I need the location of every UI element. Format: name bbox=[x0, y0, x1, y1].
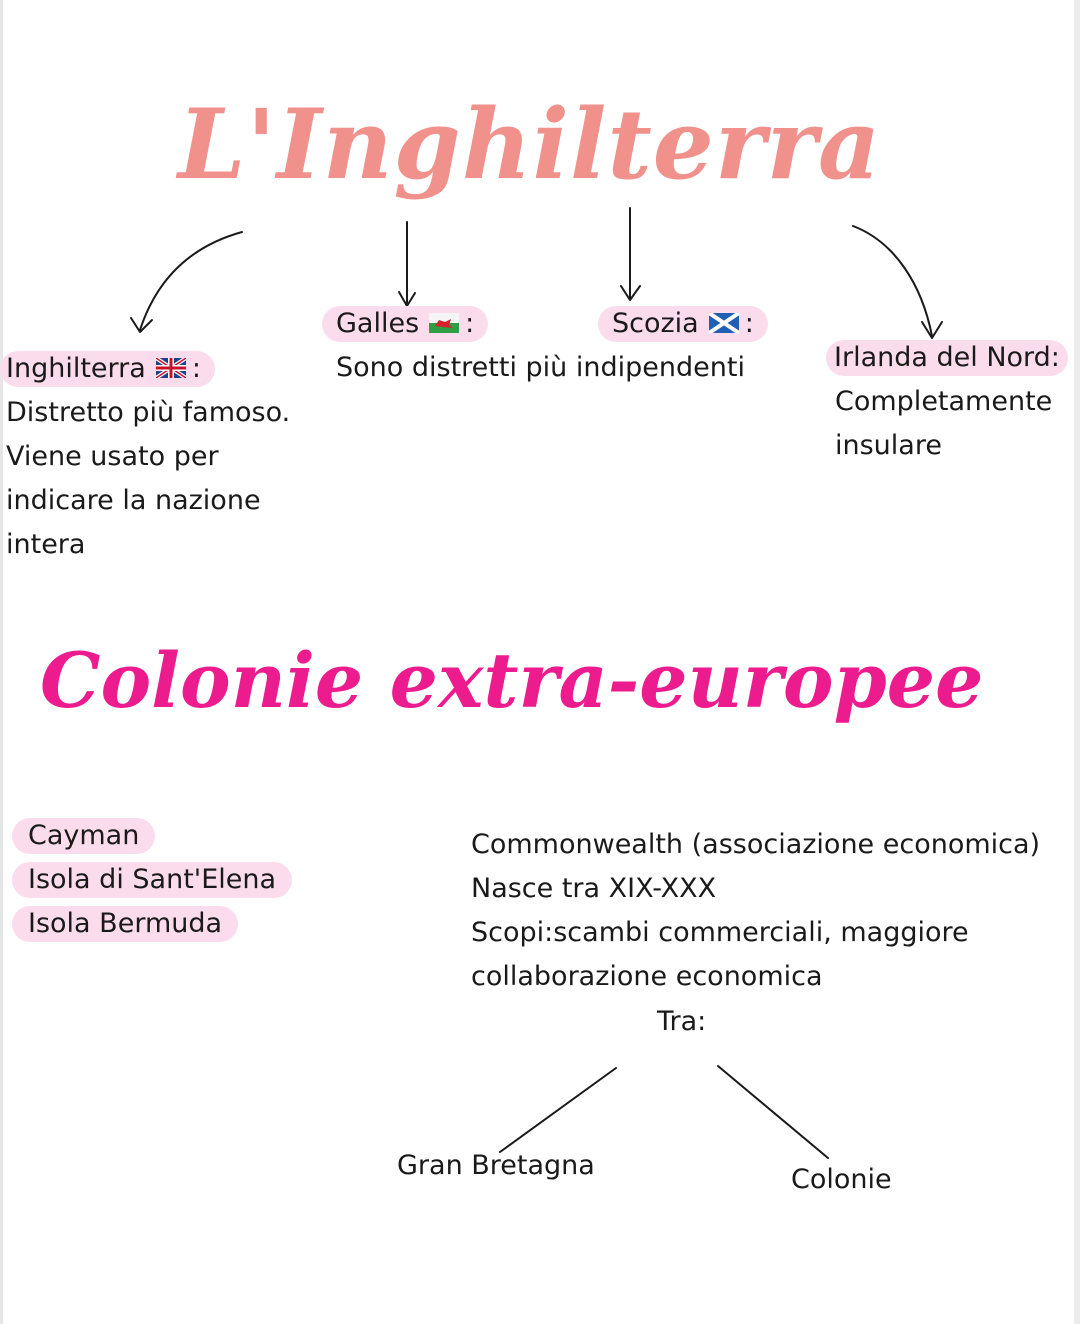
commonwealth-line: Nasce tra XIX-XXX bbox=[471, 873, 717, 904]
district-irlanda-label: Irlanda del Nord: bbox=[834, 342, 1060, 373]
scotland-flag-icon bbox=[709, 313, 739, 333]
commonwealth-line: collaborazione economica bbox=[471, 961, 823, 992]
districts-shared-note: Sono distretti più indipendenti bbox=[336, 352, 745, 383]
inghilterra-desc-line: indicare la nazione bbox=[6, 485, 261, 516]
arrow-to-inghilterra bbox=[140, 232, 242, 330]
page-title: L'Inghilterra bbox=[178, 88, 882, 201]
wales-flag-icon bbox=[429, 313, 459, 333]
district-scozia-suffix: : bbox=[744, 308, 754, 339]
uk-flag-icon bbox=[156, 358, 186, 378]
district-scozia-label: Scozia bbox=[612, 308, 699, 339]
tra-label: Tra: bbox=[657, 1006, 707, 1037]
commonwealth-line: Scopi:scambi commerciali, maggiore bbox=[471, 917, 969, 948]
inghilterra-desc-line: Distretto più famoso. bbox=[6, 397, 291, 428]
branch-colonie: Colonie bbox=[791, 1164, 892, 1195]
district-galles-suffix: : bbox=[465, 308, 475, 339]
irlanda-desc-line: insulare bbox=[835, 430, 942, 461]
district-galles bbox=[322, 306, 488, 342]
inghilterra-desc-line: intera bbox=[6, 529, 86, 560]
irlanda-desc-line: Completamente bbox=[835, 386, 1053, 417]
arrow-to-irlanda bbox=[853, 226, 932, 336]
colony-item: Isola di Sant'Elena bbox=[12, 862, 292, 898]
district-irlanda bbox=[826, 340, 1068, 376]
district-galles-label: Galles bbox=[336, 308, 420, 339]
inghilterra-desc-line: Viene usato per bbox=[6, 441, 219, 472]
commonwealth-line: Commonwealth (associazione economica) bbox=[471, 829, 1041, 860]
branch-line-gran-bretagna bbox=[500, 1068, 616, 1152]
section-title-colonies: Colonie extra-europee bbox=[40, 636, 984, 725]
colony-item: Isola Bermuda bbox=[12, 906, 238, 942]
district-scozia bbox=[598, 306, 768, 342]
branch-line-colonie bbox=[718, 1066, 828, 1158]
branch-gran-bretagna: Gran Bretagna bbox=[397, 1150, 595, 1181]
colony-item: Cayman bbox=[12, 818, 155, 854]
district-inghilterra bbox=[0, 351, 215, 387]
district-inghilterra-suffix: : bbox=[191, 353, 201, 384]
district-inghilterra-label: Inghilterra bbox=[6, 353, 146, 384]
